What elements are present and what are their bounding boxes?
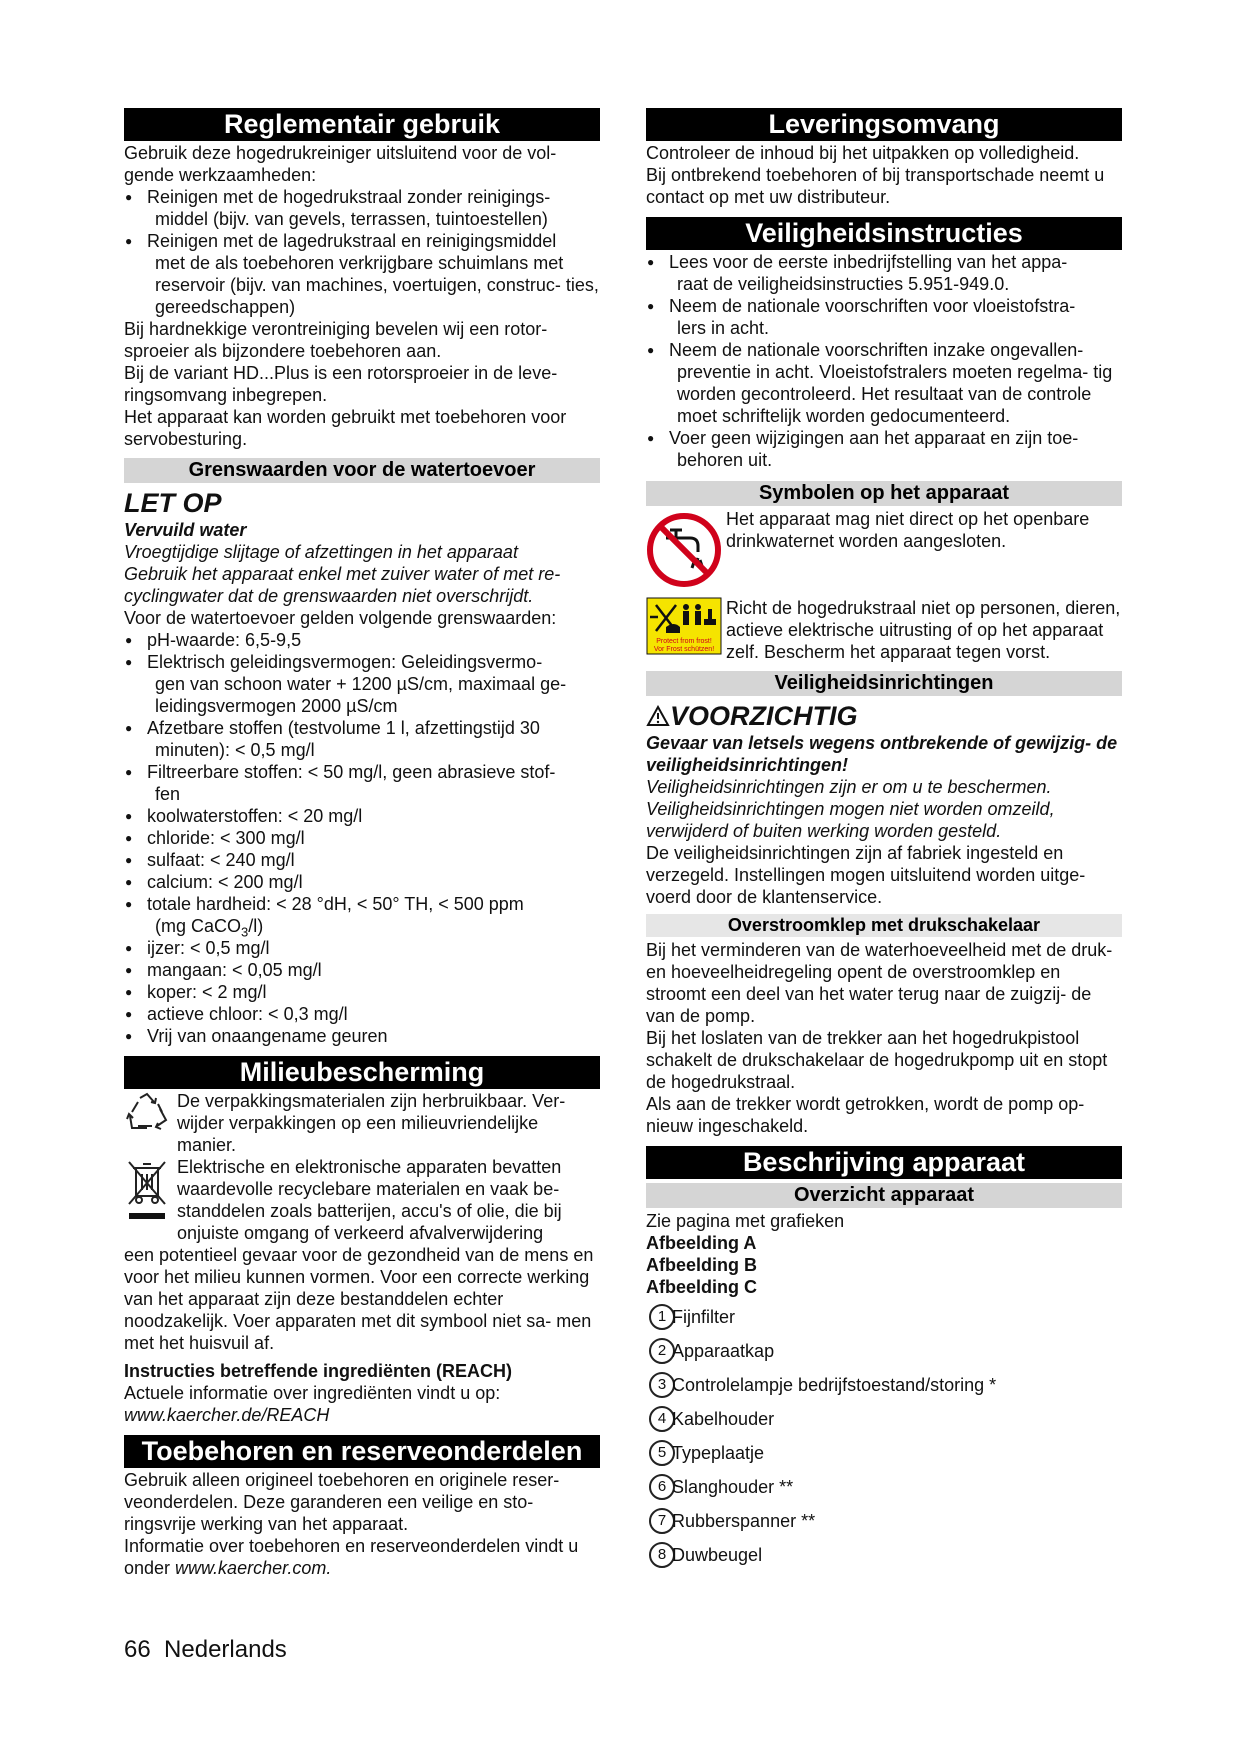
component-item: 2 Apparaatkap [646,1334,1122,1368]
component-item: 6 Slanghouder ** [646,1470,1122,1504]
list-item: ● Reinigen met de lagedrukstraal en reinigingsmiddel met de als toebehoren verkrijgbare schuimlans met reservoir (bijv. van machines, voertuigen, construc- ties, gereedschappen) [124,230,600,318]
list-item: ● Elektrisch geleidingsvermogen: Geleidingsvermo- gen van schoon water + 1200 µS/cm, maximaal ge- leidingsvermogen 2000 µS/cm [124,651,600,717]
component-item: 7 Rubberspanner ** [646,1504,1122,1538]
inrichtingen-p1: De veiligheidsinrichtingen zijn af fabriek ingesteld en verzegeld. Instellingen mogen uitsluitend worden uitge- voerd door de klantenservice. [646,843,1086,907]
reglementair-p3: Het apparaat kan worden gebruikt met toebehoren voor servobesturing. [124,407,567,449]
caution-text-2: Veiligheidsinrichtingen mogen niet worden omzeild, verwijderd of buiten werking worden gesteld. [646,799,1055,841]
section-title-overstroom: Overstroomklep met drukschakelaar [646,914,1122,937]
section-title-levering: Leveringsomvang [646,108,1122,141]
caution-subtitle: Gevaar van letsels wegens ontbrekende of gewijzig- de veiligheidsinrichtingen! [646,733,1118,775]
kaercher-link[interactable]: www.kaercher.com. [175,1558,332,1578]
frost-label-2: Vor Frost schützen! [653,646,715,653]
list-item: ● Neem de nationale voorschriften voor vloeistofstra- lers in acht. [646,295,1122,339]
list-item: ● Lees voor de eerste inbedrijfstelling van het appa- raat de veiligheidsinstructies 5.951-949.0. [646,251,1122,295]
reach-title: Instructies betreffende ingrediënten (REACH) [124,1361,513,1381]
reglementair-list [124,186,600,318]
veiligheid-list [646,251,1122,471]
component-item: 3 Controlelampje bedrijfstoestand/storing * [646,1368,1122,1402]
page-footer [124,1636,287,1664]
weee-text-cont: een potentieel gevaar voor de gezondheid van de mens en voor het milieu kunnen vormen. Voor een correcte werking van het apparaat zijn deze bestanddelen echter noodzakelijk. Voer apparaten met dit symbool niet sa- men met het huisvuil af. [124,1245,594,1353]
list-item: ● Vrij van onaangename geuren [124,1025,600,1047]
crossed-bin-icon [124,1158,170,1227]
no-spray-icon [646,597,726,660]
list-item: ● chloride: < 300 mg/l [124,827,600,849]
notice-text-1: Vroegtijdige slijtage of afzettingen in het apparaat [124,542,518,562]
reglementair-intro: Gebruik deze hogedrukreiniger uitsluitend voor de vol- gende werkzaamheden: [124,143,557,185]
beschrijving-p1: Zie pagina met grafieken [646,1211,845,1231]
overstroom-p1: Bij het verminderen van de waterhoeveelheid met de druk- en hoeveelheidregeling opent de overstroomklep en stroomt een deel van het water terug naar de zuigzij- de van de pomp. [646,940,1113,1026]
figure-b-label: Afbeelding B [646,1255,757,1275]
section-title-overzicht: Overzicht apparaat [646,1183,1122,1208]
component-item: 1 Fijnfilter [646,1300,1122,1334]
figure-a-label: Afbeelding A [646,1233,757,1253]
list-item: ● koper: < 2 mg/l [124,981,600,1003]
section-title-beschrijving: Beschrijving apparaat [646,1146,1122,1179]
symbol-no-spray: Protect from frost! Vor Frost schützen! Richt de hogedrukstraal niet op personen, dieren, actieve elektrische uitrusting of op het apparaat zelf. Bescherm het apparaat tegen vorst. [646,597,1122,663]
component-item: 4 Kabelhouder [646,1402,1122,1436]
list-item: ● Filtreerbare stoffen: < 50 mg/l, geen abrasieve stof- fen [124,761,600,805]
notice-text-2: Gebruik het apparaat enkel met zuiver water of met re- cyclingwater dat de grenswaarden niet overschrijdt. [124,564,561,606]
page-number: 66 [124,1636,151,1663]
list-item: ● Afzetbare stoffen (testvolume 1 l, afzettingstijd 30 minuten): < 0,5 mg/l [124,717,600,761]
no-drinking-water-icon [646,508,726,593]
frost-label-1: Protect from frost! [656,638,712,645]
component-list [646,1300,1122,1572]
section-title-symbolen: Symbolen op het apparaat [646,481,1122,506]
list-item: ● Neem de nationale voorschriften inzake ongevallen- preventie in acht. Vloeistofstralers moeten regelma- tig worden gecontroleerd. Het resultaat van de controle moet schriftelijk worden gedocumenteerd. [646,339,1122,427]
list-item: ● calcium: < 200 mg/l [124,871,600,893]
reglementair-p2: Bij de variant HD...Plus is een rotorsproeier in de leve- ringsomvang inbegrepen. [124,363,558,405]
component-item: 5 Typeplaatje [646,1436,1122,1470]
list-item: ● sulfaat: < 240 mg/l [124,849,600,871]
list-item: ● Reinigen met de hogedrukstraal zonder reinigings- middel (bijv. van gevels, terrassen, tuintoestellen) [124,186,600,230]
component-item: 8 Duwbeugel [646,1538,1122,1572]
recycle-icon [124,1092,170,1137]
list-item: ● pH-waarde: 6,5-9,5 [124,629,600,651]
section-title-grenswaarden: Grenswaarden voor de watertoevoer [124,458,600,483]
caution-text-1: Veiligheidsinrichtingen zijn er om u te beschermen. [646,777,1052,797]
grenswaarden-list [124,629,600,1047]
recycle-notice: De verpakkingsmaterialen zijn herbruikbaar. Ver- wijder verpakkingen op een milieuvriendelijke manier. [124,1090,600,1156]
weee-notice: Elektrische en elektronische apparaten bevatten waardevolle recyclebare materialen en vaak be- standdelen zoals batterijen, accu's of olie, die bij onjuiste omgang of verkeerd afvalverwijdering [124,1156,600,1244]
notice-heading: LET OP [124,488,222,518]
caution-heading: VOORZICHTIG [646,700,1122,732]
section-title-inrichtingen: Veiligheidsinrichtingen [646,671,1122,696]
reach-link[interactable]: www.kaercher.de/REACH [124,1405,330,1425]
toebehoren-p1: Gebruik alleen origineel toebehoren en originele reser- veonderdelen. Deze garanderen een veilige en sto- ringsvrije werking van het apparaat. [124,1470,560,1534]
section-title-milieu: Milieubescherming [124,1056,600,1089]
toebehoren-p2: Informatie over toebehoren en reserveonderdelen vindt u onder www.kaercher.com. [124,1536,579,1578]
list-item: ● koolwaterstoffen: < 20 mg/l [124,805,600,827]
right-column [646,108,1122,1572]
list-item: ● mangaan: < 0,05 mg/l [124,959,600,981]
list-item: ● totale hardheid: < 28 °dH, < 50° TH, < 500 ppm (mg CaCO$_3$/l) [124,893,600,937]
overstroom-p3: Als aan de trekker wordt getrokken, wordt de pomp op- nieuw ingeschakeld. [646,1094,1085,1136]
section-title-reglementair: Reglementair gebruik [124,108,600,141]
section-title-veiligheid: Veiligheidsinstructies [646,217,1122,250]
page-language: Nederlands [164,1636,287,1663]
overstroom-p2: Bij het loslaten van de trekker aan het hogedrukpistool schakelt de drukschakelaar de hogedrukpomp uit en stopt de hogedrukstraal. [646,1028,1108,1092]
list-item: ● ijzer: < 0,5 mg/l [124,937,600,959]
list-item: ● actieve chloor: < 0,3 mg/l [124,1003,600,1025]
symbol-drinking-water: Het apparaat mag niet direct op het openbare drinkwaternet worden aangesloten. [646,508,1122,593]
warning-triangle-icon [646,701,670,731]
levering-p2: Bij ontbrekend toebehoren of bij transportschade neemt u contact op met uw distributeur. [646,165,1105,207]
levering-p1: Controleer de inhoud bij het uitpakken op volledigheid. [646,143,1080,163]
reglementair-p1: Bij hardnekkige verontreiniging bevelen wij een rotor- sproeier als bijzondere toebehoren aan. [124,319,548,361]
left-column [124,108,600,1579]
notice-subtitle: Vervuild water [124,520,247,540]
reach-text: Actuele informatie over ingrediënten vindt u op: [124,1383,501,1403]
figure-c-label: Afbeelding C [646,1277,757,1297]
section-title-toebehoren: Toebehoren en reserveonderdelen [124,1435,600,1468]
list-item: ● Voer geen wijzigingen aan het apparaat en zijn toe- behoren uit. [646,427,1122,471]
grenswaarden-intro: Voor de watertoevoer gelden volgende grenswaarden: [124,608,557,628]
